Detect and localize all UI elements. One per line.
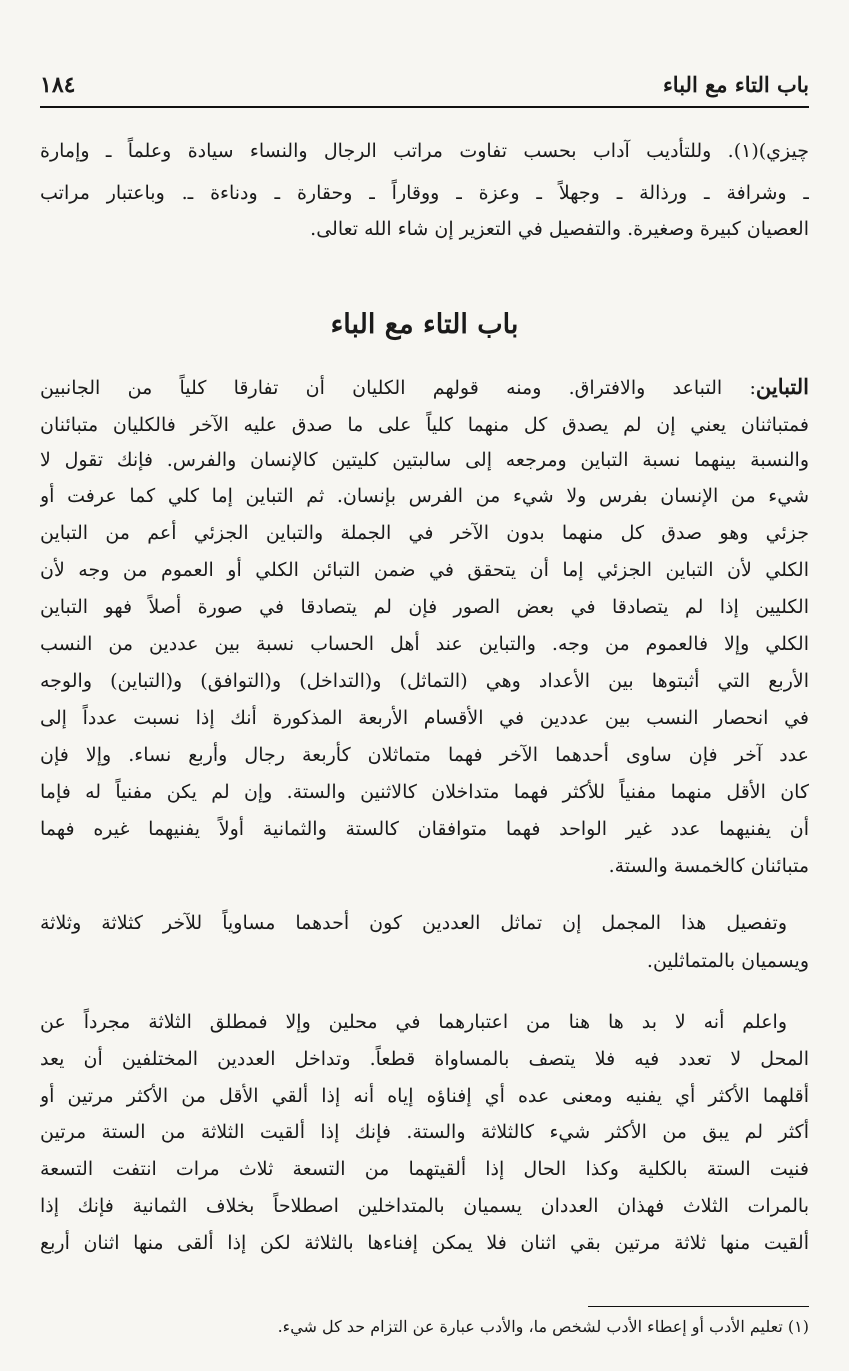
text-line: عدد آخر فإن ساوى أحدهما الآخر فهما متماثلان كأربعة رجال وأربع نساء. وإلا فإن <box>40 744 809 766</box>
text-line: والنسبة بينهما نسبة التباين ومرجعه إلى سالبتين كليتين كالإنسان والفرس. فإنك تقول لا <box>40 449 809 471</box>
text-line: المحل لا تعدد فيه فلا يتصف بالمساواة قطعاً. وتداخل العددين المختلفين أن يعد <box>40 1048 809 1070</box>
text-line: الكلي لأن التباين الجزئي إما أن يتحقق في ضمن التبائن الكلي أو العموم من وجه لأن <box>40 559 809 581</box>
text-line: الكليين إذا لم يتصادقا في بعض الصور فإن لم يتصادقا في صورة أصلاً فهو التباين <box>40 596 809 618</box>
text-line: وتفصيل هذا المجمل إن تماثل العددين كون أحدهما مساوياً للآخر كثلاثة وثلاثة <box>40 912 787 934</box>
footnote: (١) تعليم الأدب أو إعطاء الأدب لشخص ما، والأدب عبارة عن التزام حد كل شيء. <box>277 1317 809 1336</box>
entry-first-line <box>40 372 809 403</box>
text-line: الكلي وإلا فالعموم من وجه. والتباين عند أهل الحساب نسبة بين عددين من النسب <box>40 633 809 655</box>
text-line: جزئي وهو صدق كل منهما بدون الآخر في الجملة والتباين الجزئي أعم من التباين <box>40 522 809 544</box>
text-line: واعلم أنه لا بد ها هنا من اعتبارهما في محلين وإلا فمطلق الثلاثة مجرداً عن <box>40 1011 787 1033</box>
text-line: أن يفنيهما عدد غير الواحد فهما متوافقان كالستة والثمانية أولاً يفنيهما غيره فهما <box>40 818 809 840</box>
text-line: فمتباثنان يعني إن لم يصدق كل منهما كلياً على ما صدق عليه الآخر فالكليان متبائنان <box>40 414 809 436</box>
footnote-rule <box>588 1306 809 1307</box>
text-line: أكثر لم يبق من الأكثر شيء كالثلاثة والستة. فإنك إذا ألقيت الثلاثة من الستة مرتين <box>40 1121 809 1143</box>
text-line: ألقيت منها ثلاثة مرتين بقي اثنان فلا يمكن إفناءها بالثلاثة لكن إذا ألقى منها اثنان أربع <box>40 1232 809 1254</box>
entry-headword: التباين <box>755 374 809 399</box>
page-number: ١٨٤ <box>40 72 76 98</box>
text-line: فنيت الستة بالكلية وكذا الحال إذا ألقيتهما من التسعة ثلاث مرات انتفت التسعة <box>40 1158 809 1180</box>
text-line: چيزي)(١). وللتأديب آداب بحسب تفاوت مراتب الرجال والنساء سيادة وعلماً ـ وإمارة <box>40 140 809 162</box>
text-line: متبائنان كالخمسة والستة. <box>608 855 809 877</box>
running-head-title: باب التاء مع الباء <box>662 72 809 97</box>
text-line: أقلهما الأكثر أي يفنيه ومعنى عده أي إفناؤه إياه أنه إذا ألقي الأقل من الأكثر مرتين أو <box>40 1085 809 1107</box>
chapter-heading: باب التاء مع الباء <box>330 309 519 340</box>
running-head <box>40 68 809 108</box>
text-line: بالمرات الثلاث فهذان العددان يسميان بالمتداخلين اصطلاحاً بخلاف الثمانية فإنك إذا <box>40 1195 809 1217</box>
text-line: ويسميان بالمتماثلين. <box>646 950 809 972</box>
entry-first-line-text: : التباعد والافتراق. ومنه قولهم الكليان أن تفارقا كلياً من الجانبين <box>40 377 756 399</box>
text-line: شيء من الإنسان بفرس ولا شيء من الفرس بإنسان. ثم التباين إما كلي كما عرفت أو <box>40 485 809 507</box>
text-line: ـ وشرافة ـ ورذالة ـ وجهلاً ـ وعزة ـ ووقاراً ـ وحقارة ـ ودناءة ـ. وباعتبار مراتب <box>40 182 809 204</box>
text-line: الأربع التي أثبتوها بين الأعداد وهي (التماثل) و(التداخل) و(التوافق) و(التباين) والوجه <box>40 670 809 692</box>
text-line: كان الأقل منهما مفنياً للأكثر فهما متداخلان كالاثنين والستة. وإن لم يكن مفنياً له فإما <box>40 781 809 803</box>
text-line: في انحصار النسب بين عددين في الأقسام الأربعة المذكورة أنك إذا نسبت عدداً إلى <box>40 707 809 729</box>
text-line: العصيان كبيرة وصغيرة. والتفصيل في التعزير إن شاء الله تعالى. <box>310 218 809 240</box>
